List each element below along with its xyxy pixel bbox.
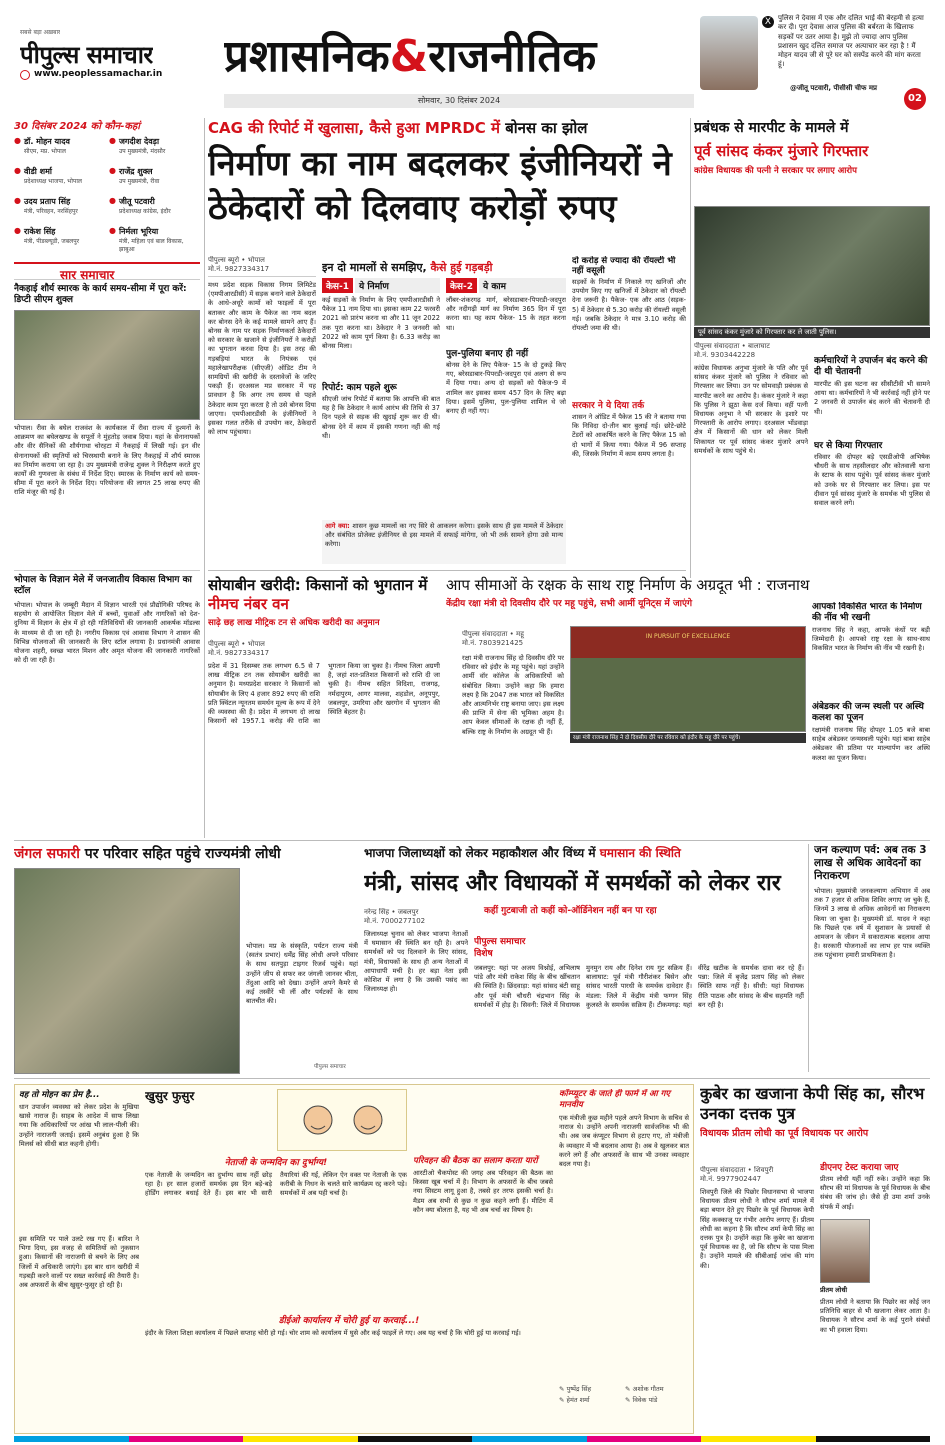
gossip-bottom [145, 1313, 553, 1431]
kankar-side-body: मारपीट की इस घटना का सीसीटीवी भी सामने आया था। कर्मचारियों ने भी कार्रवाई नहीं होने पर 2 जनवरी से उपार्जन बंद करने की चेतावनी दी थी। [814, 380, 930, 416]
bridge-body: बोनस देने के लिए पैकेज- 15 के दो टुकड़े किए गए, बरेसडाबार-पिपरडी-जदपुरा एवं अलग से रूप में दिया गया। अन्य दो सड़कों को पैकेज-9 में शामिल कर इसका समय 457 दिन के लिए बढ़ा दिया। इसमें पुलिया, पुल-पुलिया शामिल थे जो बनाए ही नहीं गए। [446, 361, 566, 416]
who-where-name: डॉ. मोहन यादव [23, 137, 70, 146]
who-where-name: वीडी शर्मा [23, 167, 52, 176]
col-rule-left [204, 118, 205, 838]
rajnath-byline-box [462, 630, 562, 648]
kuber-col2 [820, 1160, 930, 1434]
report-head: रिपोर्ट: काम पहले शुरू [322, 383, 397, 393]
kuber-body2: प्रीतम लोधी ने बताया कि पिछोर का कोई जन प्रतिनिधि बाहर से भी खजाना लेकर आता है। विधायक ने सौरभ शर्मा के कई पुराने संबंधों का भी हवाला दिया। [820, 1298, 930, 1334]
bjp-points: जबलपुर: यहां पर अजय विश्नोई, अभिलाष पांडे और मंत्री राकेश सिंह के बीच खींचतान की स्थिति है। छिंदवाड़ा: यहां सांसद बंटी साहू और पूर्व मंत्री चौधरी चंद्रभान सिंह के समर्थकों में होड़ है। सिवनी: जिले में विधायक मुनमुन राय और दिनेश राय गुट सक्रिय हैं। बालाघाट: पूर्व मंत्री गौरीशंकर बिसेन और सांसद भारती पारधी के समर्थक दावेदार हैं। मंडला: जिले में केंद्रीय मंत्री फग्गन सिंह कुलस्ते के समर्थक सक्रिय हैं। टीकमगढ़: यहां वीरेंद्र खटीक के समर्थक दावा कर रहे हैं। पन्ना: जिले में बृजेंद्र प्रताप सिंह को लेकर स्थिति साफ नहीं है। सीधी: यहां विधायक रीति पाठक और सांसद के बीच सहमति नहीं बन रही है। [474, 964, 804, 1009]
kankar-kicker: प्रबंधक से मारपीट के मामले में [694, 120, 849, 136]
bjp-vishesh: पीपुल्स समाचार विशेष [474, 937, 526, 959]
kuber-col1 [700, 1166, 814, 1434]
h-rule-2 [14, 840, 930, 841]
soybean-mobile: मो.नं. 9827334317 [208, 649, 270, 657]
cag-story [208, 118, 686, 566]
bjp-kicker-b: घमासान की स्थिति [599, 846, 681, 860]
gossip-bottom-head: डीईओ कार्यालय में चोरी हुई या करवाई...! [278, 1316, 420, 1326]
cag-note [322, 520, 566, 564]
who-where-name: राजेंद्र शुक्ल [118, 167, 153, 176]
gossip-col4-body: एक मंत्रीजी कुछ महीने पहले अपने विभाग के सचिव से नाराज थे। उन्होंने अपनी नाराजगी सार्वजनिक भी की थी। अब जब कंप्यूटर विभाग से हटाए गए, तो मंत्रीजी के व्यवहार में भी बदलाव आया है। अब वे खुलकर बात करने लगे हैं और अफसरों के साथ भी उनका व्यवहार बदल गया है। [559, 1114, 689, 1169]
location-pin-icon: ● [109, 166, 116, 175]
who-where-place: सीएम, मप्र. भोपाल [23, 148, 66, 155]
location-pin-icon: ● [14, 166, 21, 175]
jankalyan-story [814, 844, 930, 1072]
khusur-title: खुसुर फुसुर [145, 1089, 195, 1103]
gossip-col2-body: एक नेताजी के जन्मदिन का दुर्भाग्य साथ नहीं छोड़ रहा है। हर साल हजारों समर्थक इस दिन बड़े-बड़े होर्डिंग लगाकर बधाई देते हैं। इस बार भी सारी तैयारियां की गईं, लेकिन ऐन वक्त पर नेताजी के एक करीबी के निधन के चलते सारे कार्यक्रम रद्द करने पड़े। समर्थकों में अब यही चर्चा है। [145, 1171, 407, 1198]
location-pin-icon: ● [14, 136, 21, 145]
section-ampersand: & [389, 31, 429, 82]
who-where-place: प्रदेशाध्यक्ष कांग्रेस, इंदौर [118, 208, 171, 215]
report-body: सीएजी जांच रिपोर्ट में बताया कि आपत्ति की बात यह है कि ठेकेदार ने कार्य आरंभ की तिथि से 37 दिन पहले से सड़क की खुदाई शुरू कर दी थी। बोनस देने में काम में इसकी गणना नहीं की गई थी। [322, 395, 440, 440]
masthead [0, 0, 945, 112]
kankar-caption: पूर्व सांसद कंकर मुंजारे को गिरफ्तार कर ले जाती पुलिस। [694, 327, 930, 338]
cag-col4-body2: शासन ने ऑडिट में पैकेज 15 की ने बताया गया कि निविदा दो-तीन बार बुलाई गई। छोटे-छोटे टेंडरों को आकर्षित करने के लिए पैकेज 15 को दो भागों में किया गया। पैकेज में 96 सप्ताह की, जिसके निर्माण में काम समय लगता है। [572, 413, 686, 458]
gossip-bottom-body: इंदौर के जिला शिक्षा कार्यालय में पिछले सप्ताह चोरी हो गई। चोर शाम को कार्यालय में घुसे और कई फाइलें ले गए। अब यह चर्चा है कि चोरी हुई या करवाई गई। [145, 1329, 521, 1337]
who-where-name: राकेश सिंह [23, 227, 56, 236]
col-rule-bjp [808, 844, 809, 1072]
cag-col4-head2: सरकार ने ये दिया तर्क [572, 401, 645, 411]
kankar-story [694, 118, 930, 582]
kuber-byline: पीपुल्स संवाददाता • शिवपुरी [700, 1166, 774, 1174]
soybean-headline [208, 576, 440, 614]
bjp-byline: नरेन्द्र सिंह • जबलपुर [364, 908, 419, 916]
cag-kicker-a: CAG की रिपोर्ट में खुलासा, कैसे हुआ MPRDC में [208, 119, 500, 137]
gossip-col3-body: आरटीओ चैकपोस्ट की जगह अब परिवहन की बैठक का किस्सा खूब चर्चा में है। विभाग के अफसरों के बीच जबसे नया सिस्टम लागू हुआ है, तबसे हर तरफ इसकी चर्चा है। मैडम अब सभी से कुछ न कुछ कहने लगी हैं। मीटिंग में कौन क्या बोलता है, यह भी अब चर्चा का विषय है। [413, 1169, 553, 1214]
section-title-1: प्रशासनिक [224, 31, 390, 82]
rajnath-side-head: आपको विकसित भारत के निर्माण की नींव भी रखनी [812, 602, 922, 623]
safari-photo [14, 868, 240, 1074]
case1-label: केस-1 [322, 278, 353, 293]
bjp-story [364, 844, 804, 1072]
bjp-body: जिलाध्यक्ष चुनाव को लेकर भाजपा नेताओं में घमासान की स्थिति बन रही है। अपने समर्थकों को पद दिलवाने के लिए सांसद, मंत्री, विधायकों के साथ ही अन्य नेताओं में आपाधापी मची है। हर बड़ा नेता इसी कोशिश में लगा है कि उसकी पसंद का जिलाध्यक्ष हो। [364, 930, 468, 994]
section-title [224, 24, 694, 84]
cag-headline: निर्माण का नाम बदलकर इंजीनियरों ने ठेकेदारों को दिलवाए करोड़ों रुपए [208, 144, 672, 228]
soybean-body: प्रदेश में 31 दिसम्बर तक लगभग 6.5 से 7 लाख मीट्रिक टन तक सोयाबीन खरीदी का अनुमान है। मध्यप्रदेश सरकार ने किसानों को सोयाबीन के लिए 4 हजार 892 रुपए की राशि प्रति क्विंटल न्यूनतम समर्थन मूल्य के रूप में देने की व्यवस्था की है। प्रदेश में लगभग दो लाख किसानों को 1957.1 करोड़ की राशि का भुगतान किया जा चुका है। नीमच जिला अग्रणी है, जहां शत-प्रतिशत किसानों को राशि दी जा चुकी है। नीमच सहित विदिशा, राजगढ़, नर्मदापुरम, आगर मालवा, शहडोल, अनूपपुर, जबलपुर, उमरिया और खरगोन में भुगतान की स्थिति बेहतर है। [208, 662, 440, 726]
who-where-name: जीतू पटवारी [118, 197, 155, 206]
saar-label-text: सार समाचार [60, 268, 115, 282]
location-pin-icon: ● [109, 136, 116, 145]
rajnath-side [812, 602, 930, 838]
kankar-col2 [814, 256, 930, 582]
gossip-credits [559, 1384, 689, 1404]
gossip-col2 [145, 1155, 407, 1305]
who-where-entry [109, 226, 200, 254]
masthead-logo: पीपुल्स समाचार [20, 41, 153, 69]
gossip-col4 [559, 1089, 689, 1429]
case2-body: लौंबर-शंकरगढ़ मार्ग, बरेसडाबार-पिपरडी-जदपुरा और नदीगढ़ी मार्ग का निर्माण 365 दिन में पूरा करना था। यह काम पैकेज- 15 के तहत करना था। [446, 296, 566, 332]
jankalyan-headline: जन कल्याण पर्व: अब तक 3 लाख से अधिक आवेदनों का निराकरण [814, 844, 927, 882]
gossip-cartoon [277, 1089, 407, 1151]
location-pin-icon: ● [109, 226, 116, 235]
bridge-head: पुल-पुलिया बनाए ही नहीं [446, 349, 529, 359]
who-where-entry [14, 226, 105, 254]
cag-byline: पीपुल्स ब्यूरो • भोपाल [208, 256, 265, 264]
location-pin-icon: ● [14, 196, 21, 205]
safari-headline [14, 844, 358, 863]
bjp-kicker [364, 844, 804, 861]
soybean-headline-a: सोयाबीन खरीदी: किसानों को भुगतान में [208, 576, 428, 594]
bjp-col1 [364, 908, 468, 1072]
kankar-side-body2: रविवार की दोपहर बड़े एसडीओपी अभिषेक चौधरी के साथ तहसीलदार और कोतवाली थाना के स्टाफ के साथ पहुंचे। पूर्व सांसद कंकर मुंजारे को उनके घर से गिरफ्तार कर लिया। इस पर दीवान पूर्व सांसद मुंजारे के समर्थक भी पुलिस से सवाल करने लगे। [814, 453, 930, 508]
registration-strip [14, 1436, 930, 1442]
case1 [322, 278, 440, 558]
saar-box [14, 262, 200, 842]
rajnath-body: रक्षा मंत्री राजनाथ सिंह दो दिवसीय दौरे पर रविवार को इंदौर के महू पहुंचे। यहां उन्होंने आर्मी वॉर कॉलेज के अधिकारियों को संबोधित किया। उन्होंने कहा कि हमारा लक्ष्य है कि 2047 तक भारत को विकसित और आत्मनिर्भर राष्ट्र बनाया जाए। इस लक्ष्य की प्राप्ति में सेना की भूमिका अहम है। आप केवल सीमाओं के रक्षक ही नहीं हैं, बल्कि राष्ट्र के निर्माण के अग्रदूत भी हैं। [462, 654, 564, 736]
who-where-name: निर्मला भूरिया [118, 227, 159, 236]
gossip-col1-head: वह तो मोहन का प्रेम है... [19, 1090, 100, 1100]
cag-explain-head [322, 260, 566, 275]
khusur-header [145, 1089, 275, 1147]
case1-body: कई सड़कों के निर्माण के लिए एमपीआरडीसी ने पैकेज 11 नाम दिया था। इसका काम 22 फरवरी 2021 को प्रारंभ करना था और 11 जून 2022 तक पूरा करना था। ठेकेदार ने 3 जनवरी को 2022 को काम पूर्ण किया है। 6.33 करोड़ का बोनस मिला। [322, 296, 440, 351]
rajnath-body-cont [570, 746, 806, 838]
kuber-photo [820, 1219, 870, 1283]
gossip-col3 [413, 1155, 553, 1305]
cag-explain-head-b: कैसे हुई गड़बड़ी [430, 261, 493, 274]
col-rule-right [690, 118, 691, 578]
cag-explainer [322, 260, 566, 560]
tweet-author: @जीतू पटवारी, पीसीसी चीफ मप्र [790, 84, 877, 92]
rajnath-caption: रक्षा मंत्री राजनाथ सिंह ने दो दिवसीय दौरे पर रविवार को इंदौर के महू दौरे पर पहुंचे। [570, 733, 806, 743]
cag-col4-body: सड़कों के निर्माण में निकाले गए खनिजों और उपयोग किए गए खनिजों में ठेकेदार को रॉयल्टी देना जरूरी है। पैकेज- एक और आठ (सड़क- 5) में ठेकेदार से 5.30 करोड़ की रॉयल्टी वसूली गई। जबकि ठेकेदार ने मात्र 3.10 करोड़ की रॉयल्टी जमा की थी। [572, 278, 686, 333]
x-logo-icon: X [762, 16, 774, 28]
kankar-col1 [694, 342, 808, 582]
rajnath-mobile: मो.नं. 7803921425 [462, 639, 524, 647]
rajnath-subhead: केंद्रीय रक्षा मंत्री दो दिवसीय दौरे पर महू पहुंचे, सभी आर्मी यूनिट्स में जाएंगे [446, 599, 693, 609]
safari-headline-a: जंगल सफारी [14, 846, 80, 862]
cag-note-text [325, 522, 563, 550]
kuber-subhead: विधायक प्रीतम लोधी का पूर्व विधायक पर आरोप [700, 1128, 869, 1139]
kankar-body: कांग्रेस विधायक अनुभा मुंजारे के पति और पूर्व सांसद कंकर मुंजारे को पुलिस ने रविवार को गिरफ्तार कर लिया। उन पर सोमवाड़ी प्रबंधक से मारपीट करने का आरोप है। कंकर मुंजारे ने कहा कि पुलिस ने झूठा केस दर्ज किया। वहीं पत्नी विधायक अनुभा ने भी सरकार के इशारे पर गिरफ्तारी के आरोप लगाए। दरअसल भोंडवाड़ा क्षेत्र में किसानों की धान को लेकर मिली शिकायत पर पूर्व सांसद कंकर मुंजारे अपने समर्थकों के साथ पहुंचे थे। [694, 364, 808, 455]
gossip-col3-head: परिवहन की बैठक का सलाम करता यारों [413, 1156, 538, 1166]
date-text: सोमवार, 30 दिसंबर 2024 [417, 96, 501, 105]
section-title-2: राजनीतिक [428, 31, 597, 82]
case1-title: ये निर्माण [355, 278, 440, 293]
rajnath-side-head2: अंबेडकर की जन्म स्थली पर अस्थि कलश का पूजन [812, 702, 924, 723]
who-where-place: उप मुख्यमंत्री, मंदसौर [118, 148, 166, 155]
who-where-place: उप मुख्यमंत्री, रीवा [118, 178, 160, 185]
who-where-entry [109, 136, 200, 164]
location-pin-icon: ● [109, 196, 116, 205]
case2-title: ये काम [479, 278, 566, 293]
safari-body: भोपाल। मप्र के संस्कृति, पर्यटन राज्य मंत्री (स्वतंत्र प्रभार) धर्मेंद्र सिंह लोधी अपने परिवार के साथ सतपुड़ा टाइगर रिजर्व पहुंचे। यहां उन्होंने जीप से सफर कर जंगली जानवर चीता, तेंदुआ आदि को देखा। उन्होंने अपने कैमरे से कई तस्वीरें भी लीं और पर्यटकों के साथ बातचीत की। [246, 942, 358, 1006]
gossip-section [14, 1084, 694, 1434]
safari-headline-b: पर परिवार सहित पहुंचे राज्यमंत्री लोधी [84, 846, 281, 862]
gossip-col1-body2: इस समिति पर पाले उलटे रख गए हैं। बारिश ने भिगा दिया, इस वजह से समितियों को नुकसान हुआ। किसानों की नाराजगी से बचने के लिए अब जिलों में अधिकारी जाएंगे। इस बार धान खरीदी में गड़बड़ी करने वालों पर सख्त कार्रवाई की तैयारी है। अब अफसरों के बीच खुसुर-फुसुर हो रही है। [19, 1235, 139, 1290]
rajnath-headline: आप सीमाओं के रक्षक के साथ राष्ट्र निर्माण के अग्रदूत भी : राजनाथ [446, 576, 810, 594]
who-where-entry [14, 196, 105, 224]
kankar-mobile: मो.नं. 9303442228 [694, 351, 756, 359]
cag-kicker [208, 118, 686, 138]
gossip-credit: ✎ अशोक गौतम [625, 1385, 664, 1393]
cag-col1-body: मध्य प्रदेश सड़क विकास निगम लिमिटेड (एमपीआरडीसी) में सड़क बनाने वाले ठेकेदारों के आधे-अधूरे कामों को फाइलों में पूरा बताकर और काम के पैकेज का नाम बदल कर बोनस देने के कई मामले सामने आए हैं। बोनस के नाम पर सड़क निर्माणकर्ता ठेकेदारों को सरकार के खजाने से इंजीनियरों ने करोड़ों का भुगतान करवा दिया है। इस तरह की गड़बड़ियां भारत के नियंत्रक एवं महालेखापरीक्षक (सीएजी) ऑडिट टीम ने सामग्रियों की खरीदी के दस्तावेजों के जरिए पकड़ी हैं। दरअसल मप्र सरकार में यह प्रावधान है कि अगर तय समय से पहले ठेकेदार काम पूरा करता है तो उसे बोनस दिया जाएगा। एमपीआरडीसी के इंजीनियरों ने इसका गलत तरीके से उपयोग कर, ठेकेदारों को लाभ पहुंचाया। [208, 281, 316, 437]
bjp-mobile: मो.नं. 7000277102 [364, 917, 426, 925]
gossip-col4-head: कॉम्प्यूटर के जाते ही फार्म में आ गए मानवीय [559, 1089, 671, 1110]
kankar-headline: पूर्व सांसद कंकर मुंजारे गिरफ्तार [694, 142, 869, 160]
cag-col4-head: दो करोड़ से ज्यादा की रॉयल्टी भी नहीं वसूली [572, 256, 676, 276]
who-where-name: उदय प्रताप सिंह [23, 197, 71, 206]
cag-mobile: मो.नं. 9827334317 [208, 265, 316, 277]
masthead-small-tag: सबसे बड़ा अख़बार [20, 29, 61, 36]
cag-note-label: आगे क्या: [325, 522, 350, 530]
bjp-subhead: कहीं गुटबाजी तो कहीं को-ऑर्डिनेशन नहीं बन पा रहा [484, 906, 657, 916]
gossip-col1 [19, 1089, 139, 1429]
cag-explain-head-a: इन दो मामलों से समझिए, [322, 261, 427, 274]
kankar-subhead: कांग्रेस विधायक की पत्नी ने सरकार पर लगाए आरोप [694, 166, 857, 176]
masthead-website[interactable]: www.peoplessamachar.in [34, 69, 163, 79]
date-line [224, 94, 694, 108]
tweet-text: पुलिस ने देवास में एक और दलित भाई की बेरहमी से हत्या कर दी। पूरा देवास आज पुलिस की बर्बरता के खिलाफ सड़कों पर उतर आया है। मुझे तो ज्यादा आप पुलिस प्रशासन खुद दलित समाज पर अत्याचार कर रहा है ! मैं मोहन यादव जी से पूरे घर को सस्पेंड करने की मांग करता हूं। [778, 14, 924, 69]
jankalyan-body: भोपाल। मुख्यमंत्री जनकल्याण अभियान में अब तक 7 हजार से अधिक शिविर लगाए जा चुके हैं, जिनमें 3 लाख से अधिक आवेदनों का निराकरण किया जा चुका है। मुख्यमंत्री डॉ. यादव ने कहा कि पिछले एक वर्ष में सुशासन के प्रयासों से आमजन के जीवन में सकारात्मक बदलाव आया है। सरकारी योजनाओं का लाभ हर पात्र व्यक्ति तक पहुंचाना हमारी प्राथमिकता है। [814, 887, 930, 960]
saar-label [14, 262, 200, 280]
rajnath-byline: पीपुल्स संवाददाता • महू [462, 630, 524, 638]
who-where-place: मंत्री, पीडब्ल्यूडी, जबलपुर [23, 238, 80, 245]
cag-kicker-b: बोनस का झोल [505, 119, 588, 137]
who-where-place: मंत्री, परिवहन, नरसिंहपुर [23, 208, 78, 215]
kuber-story [700, 1084, 930, 1434]
cartoon-figures-icon [278, 1090, 408, 1152]
kuber-side-head: डीएनए टेस्ट कराया जाए [820, 1163, 899, 1173]
h-rule-1 [208, 570, 686, 571]
rajnath-side-body2: रक्षामंत्री राजनाथ सिंह दोपहर 1.05 बजे बाबा साहेब अंबेडकर जन्मस्थली पहुंचे। यहां बाबा साहेब अंबेडकर की प्रतिमा पर माल्यार्पण कर अस्थि कलश का पूजन किया। [812, 726, 930, 762]
location-pin-icon: ● [14, 226, 21, 235]
who-where-entry [109, 196, 200, 224]
avatar [700, 16, 758, 90]
h-rule-3 [14, 1078, 930, 1079]
gossip-credit: ✎ हेमंत शर्मा [559, 1396, 590, 1404]
who-where-entry [14, 136, 105, 164]
soybean-story [208, 576, 440, 834]
gossip-col1-body: धान उपार्जन व्यवस्था को लेकर प्रदेश के मुखिया खासे नाराज हैं। साहब के आदेश में साफ लिखा गया कि अधिकारियों पर आंख भी लाल-पीली की। उन्होंने नाराजगी जताई। इसमें अनुबंध हुआ है कि मिलर्स को सीधी बात कहनी होगी। [19, 1103, 139, 1148]
who-where-title: 30 दिसंबर 2024 को कौन-कहां [14, 121, 140, 132]
tweet-box [700, 14, 928, 110]
who-where-grid [14, 136, 200, 254]
saar-item1-body: भोपाल। रीवा के बघेल राजवंश के कार्यकाल में रीवा राज्य में दुश्मनों के आक्रमण का बघेलखण्ड के सपूतों ने मुंहतोड़ जवाब दिया। यहां के सेनानायकों और वीर सैनिकों की शौर्यगाथा चोरहटा में नैकहाई में लिखी गई। इन वीर सेनानायकों की स्मृतियों को चिरस्थायी बनाने के लिए नैकहाई में शौर्य स्मारक का निर्माण कराया जा रहा है। उप मुख्यमंत्री राजेन्द्र शुक्ल ने निरीक्षण करते हुए कार्यों की गुणवत्ता के संबंध में निर्देश दिए। स्मारक के निर्माण कार्य को समय-सीमा में पूरा करने के निर्देश दिए। परियोजना की लागत 25 लाख रुपए की राशि मंजूर की गई है। [14, 424, 200, 497]
kankar-side-head: कर्मचारियों ने उपार्जन बंद करने की दी थी चेतावनी [814, 356, 928, 377]
who-where-entry [14, 166, 105, 194]
kankar-side-head2: घर से किया गिरफ्तार [814, 441, 883, 451]
page-number-badge: 02 [904, 88, 926, 110]
who-where-name: जगदीश देवड़ा [118, 137, 160, 146]
rajnath-photo [570, 626, 806, 732]
soybean-headline-b: नीमच नंबर वन [208, 595, 289, 613]
rajnath-side-body: राजनाथ सिंह ने कहा, आपके कंधों पर बड़ी जिम्मेदारी है। आपको राष्ट्र रक्षा के साथ-साथ विकसित भारत के निर्माण की नींव भी रखनी है। [812, 626, 930, 653]
who-where-entry [109, 166, 200, 194]
safari-credit: पीपुल्स समाचार [314, 1064, 346, 1070]
rajnath-story [446, 576, 930, 838]
safari-story [14, 844, 358, 1074]
soybean-subhead: साढ़े छह लाख मीट्रिक टन से अधिक खरीदी का अनुमान [208, 618, 380, 628]
saar-photo [14, 310, 200, 420]
cag-col1 [208, 256, 316, 566]
case2 [446, 278, 566, 558]
gossip-col2-head: नेताजी के जन्मदिन का दुर्भाग्य! [224, 1158, 328, 1168]
kuber-mobile: मो.नं. 9977902447 [700, 1175, 762, 1183]
cag-note-body: शासन कुछ मामलों का नए सिरे से आकलन करेगा। इसके साथ ही इस मामले में ठेकेदार और संबंधित प्रोजेक्ट इंजीनियर से इस मामले में सफाई मांगेगा, जो भी तर्क सामने होगा उसे मान्य करेगा। [325, 522, 563, 549]
gossip-credit: ✎ पुष्पेंद्र सिंह [559, 1385, 592, 1393]
who-where-place: प्रदेशाध्यक्ष भाजपा, भोपाल [23, 178, 82, 185]
kankar-byline: पीपुल्स संवाददाता • बालाघाट [694, 342, 770, 350]
who-where-box [14, 118, 200, 256]
bjp-kicker-a: भाजपा जिलाध्यक्षों को लेकर महाकौशल और विंध्य में [364, 846, 596, 860]
kuber-headline: कुबेर का खजाना केपी सिंह का, सौरभ उनका दत्तक पुत्र [700, 1084, 925, 1123]
kuber-body: शिवपुरी जिले की पिछोर विधानसभा से भाजपा विधायक प्रीतम लोधी ने सौरभ शर्मा मामले में बड़ा बयान देते हुए पिछोर के पूर्व विधायक केपी सिंह कक्काजू पर गंभीर आरोप लगाए हैं। प्रीतम लोधी का कहना है कि सौरभ शर्मा केपी सिंह का दत्तक पुत्र है। उन्होंने कहा कि कुबेर का खजाना पूर्व विधायक का है, जो कि सौरभ के पास मिला है। उन्होंने मामले की सीबीआई जांच की मांग की। [700, 1188, 814, 1270]
saar-item2-body: भोपाल। भोपाल के जम्बूरी मैदान में विज्ञान भारती एवं प्रौद्योगिकी परिषद के सहयोग से आयोजित विज्ञान मेले में बच्चों, युवाओं और नागरिकों को देश-दुनिया में विज्ञान के क्षेत्र में हो रही गतिविधियों की जानकारी आकर्षक मॉडल्स के माध्यम से दी जा रही है। नगरीय विकास एवं आवास विभाग ने शासन की विभिन्न योजनाओं की जानकारी के लिए स्टॉल लगाया है। प्रधानमंत्री आवास योजना शहरी, स्वच्छ भारत मिशन और अमृत योजना की जानकारी नागरिकों को दी जा रही है। [14, 601, 200, 665]
who-where-place: मंत्री, महिला एवं बाल विकास, झाबुआ [118, 238, 184, 253]
kuber-side-body: प्रीतम लोधी यहीं नहीं रुके। उन्होंने कहा कि सौरभ की मां विधायक के पूर्व विधायक के बीच संबंध की जांच हो। जैसे ही उमा शर्मा उनके संपर्क में आईं। [820, 1175, 930, 1211]
globe-icon [20, 70, 30, 80]
saar-item1-head: नैकहाई शौर्य स्मारक के कार्य समय-सीमा में पूरा करें: डिप्टी सीएम शुक्ल [14, 284, 187, 305]
cag-col4 [572, 256, 686, 566]
saar-item2-head: भोपाल के विज्ञान मेले में जनजातीय विकास विभाग का स्टॉल [14, 570, 200, 597]
kuber-caption: प्रीतम लोधी [820, 1286, 848, 1294]
soybean-byline: पीपुल्स ब्यूरो • भोपाल [208, 640, 265, 648]
case2-label: केस-2 [446, 278, 477, 293]
bjp-headline: मंत्री, सांसद और विधायकों में समर्थकों को लेकर रार [364, 871, 781, 896]
rajnath-banner: IN PURSUIT OF EXCELLENCE [645, 633, 731, 640]
gossip-credit: ✎ विवेक पांडे [625, 1396, 658, 1404]
